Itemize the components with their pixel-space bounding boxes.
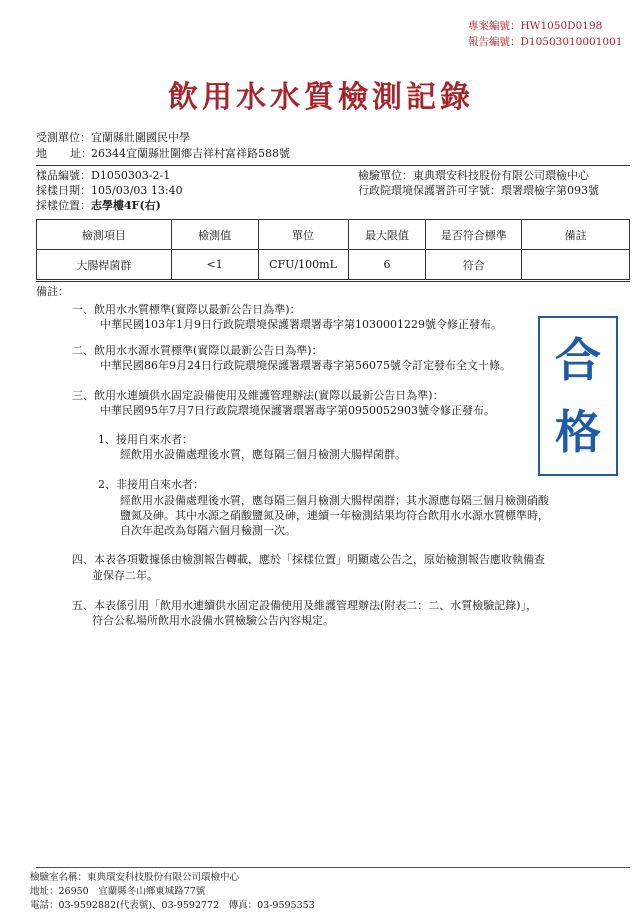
note-5-line-2: 符合公私場所飲用水設備水質檢驗公告內容規定。 [92, 614, 334, 627]
note-1-title: 一、飲用水水質標準(實際以最新公告日為準)： [72, 303, 301, 316]
header-test-value: 檢測值 [171, 220, 258, 250]
sample-location-label: 採樣位置： [36, 199, 91, 212]
subnote-1-title: 1、接用自來水者： [98, 433, 193, 446]
cell-unit: CFU/100mL [258, 250, 348, 280]
notes-label: 備註： [36, 285, 69, 298]
header-test-item: 檢測項目 [37, 220, 172, 250]
pass-stamp [538, 316, 618, 476]
stamp-char-1: 合 [555, 333, 601, 387]
footer-address: 地址：26950 宜蘭縣冬山鄉東城路77號 [30, 886, 206, 897]
cell-test-item: 大腸桿菌群 [37, 250, 172, 280]
cell-remarks [522, 250, 630, 280]
header-max-limit: 最大限值 [348, 220, 426, 250]
client-address-label-1: 地 [36, 147, 47, 160]
cell-compliance: 符合 [426, 250, 522, 280]
case-number: 專案編號：HW1050D0198 [468, 20, 603, 32]
note-4-line-1: 四、本表各項數據係由檢測報告轉載，應於「採樣位置」明顯處公告之，原始檢測報告應收執備查 [72, 553, 545, 566]
cell-max-limit: 6 [348, 250, 426, 280]
report-number: 報告編號：D10503010001001 [468, 36, 623, 48]
subnote-2-line-1: 經飲用水設備處理後水質，應每隔三個月檢測大腸桿菌群；其水源應每隔三個月檢測硝酸 [120, 494, 549, 507]
table-row [37, 250, 630, 280]
cell-test-value: <1 [171, 250, 258, 280]
note-3-title: 三、飲用水連續供水固定設備使用及維護管理辦法(實際以最新公告日為準)： [72, 389, 444, 402]
note-4-line-2: 並保存二年。 [92, 569, 158, 582]
table-header-row [37, 220, 630, 250]
client-unit-label: 受測單位： [36, 131, 91, 144]
note-2-body: 中華民國86年9月24日行政院環境保護署環署毒字第56075號令訂定發布全文十條。 [100, 359, 511, 372]
client-address: 26344宜蘭縣壯圍鄉吉祥村富祥路588號 [91, 147, 290, 160]
sample-location: 志學樓4F(右) [91, 199, 161, 212]
header-compliance: 是否符合標準 [426, 220, 522, 250]
stamp-char-2: 格 [555, 405, 601, 459]
note-1-body: 中華民國103年1月9日行政院環境保護署環署毒字第1030001229號令修正發布。 [100, 318, 502, 331]
header-remarks: 備註 [522, 220, 630, 250]
subnote-2-title: 2、非接用自來水者： [98, 478, 204, 491]
results-table [36, 219, 630, 280]
subnote-2-line-2: 鹽氮及砷。其中水源之硝酸鹽氮及砷，連續一年檢測結果均符合飲用水水源水質標準時， [120, 509, 549, 522]
note-2-title: 二、飲用水水源水質標準(實際以最新公告日為準)： [72, 344, 323, 357]
header-unit: 單位 [258, 220, 348, 250]
lab-permit: 行政院環境保護署許可字號：環署環檢字第093號 [358, 184, 599, 197]
client-unit: 宜蘭縣壯圍國民中學 [91, 131, 190, 144]
subnote-1-body: 經飲用水設備處理後水質，應每隔三個月檢測大腸桿菌群。 [120, 448, 406, 461]
subnote-2-line-3: 自次年起改為每隔六個月檢測一次。 [120, 524, 296, 537]
note-5-line-1: 五、本表係引用「飲用水連續供水固定設備使用及維護管理辦法(附表二：二、水質檢驗記錄)」， [72, 599, 538, 612]
divider-top [36, 165, 630, 166]
lab-name: 檢驗單位：東典環安科技股份有限公司環檢中心 [358, 169, 589, 182]
client-address-label-2: 址： [70, 147, 92, 160]
sample-date: 採樣日期：105/03/03 13:40 [36, 184, 183, 197]
footer-phone: 電話：03-9592882(代表號)、03-9592772 傳真：03-9595353 [30, 900, 315, 911]
footer-lab-name: 檢驗室名稱：東典環安科技股份有限公司環檢中心 [30, 872, 240, 883]
divider-after-table [36, 281, 630, 282]
page-title: 飲用水水質檢測記錄 [168, 80, 474, 115]
note-3-body: 中華民國95年7月7日行政院環境保護署環署毒字第0950052903號令修正發布。 [100, 404, 495, 417]
divider-footer [36, 867, 630, 868]
sample-number: 樣品編號：D1050303-2-1 [36, 169, 171, 182]
